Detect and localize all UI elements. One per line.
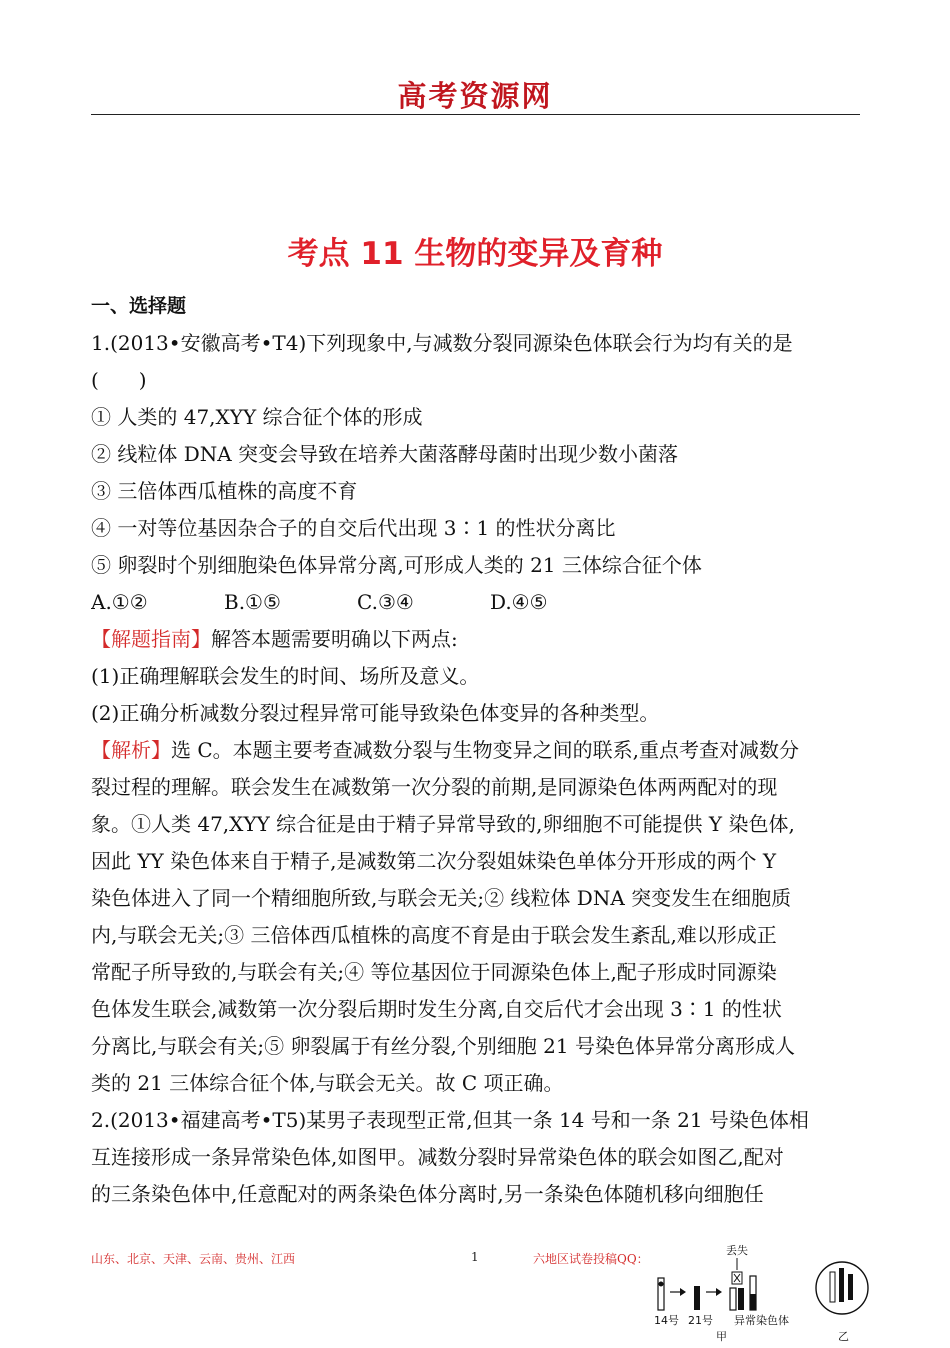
q1-item-5: ⑤ 卵裂时个别细胞染色体异常分离,可形成人类的 21 三体综合征个体 bbox=[91, 553, 702, 577]
q1-guide bbox=[91, 621, 861, 658]
guide-intro: 解答本题需要明确以下两点: bbox=[211, 627, 458, 651]
figure-b-label: 乙 bbox=[838, 1330, 849, 1343]
footer-contact: 六地区试卷投稿QQ： bbox=[533, 1252, 649, 1266]
q1-item-3: ③ 三倍体西瓜植株的高度不育 bbox=[91, 479, 358, 503]
chromosome-21-label: 21号 bbox=[688, 1314, 713, 1327]
q1-options bbox=[91, 584, 861, 621]
header-divider bbox=[91, 114, 860, 115]
analysis-line: 类的 21 三体综合征个体,与联会无关。故 C 项正确。 bbox=[91, 1071, 564, 1095]
q1-option-c: C.③④ bbox=[357, 590, 414, 614]
analysis-line: 染色体进入了同一个精细胞所致,与联会无关;② 线粒体 DNA 突变发生在细胞质 bbox=[91, 886, 792, 910]
page-title: 考点 11 生物的变异及育种 bbox=[287, 236, 663, 272]
chromosome-14-label: 14号 bbox=[654, 1314, 679, 1327]
abnormal-chromosome-label: 异常染色体 bbox=[734, 1314, 789, 1327]
q1-stem-line-2: ( ) bbox=[91, 368, 147, 392]
section-heading: 一、选择题 bbox=[91, 295, 187, 317]
q2-line-1: 2.(2013•福建高考•T5)某男子表现型正常,但其一条 14 号和一条 21 号染色体相 bbox=[91, 1108, 809, 1132]
analysis-line: 分离比,与联会有关;⑤ 卵裂属于有丝分裂,个别细胞 21 号染色体异常分离形成人 bbox=[91, 1034, 795, 1058]
analysis-line: 内,与联会无关;③ 三倍体西瓜植株的高度不育是由于联会发生紊乱,难以形成正 bbox=[91, 923, 777, 947]
page-number: 1 bbox=[471, 1250, 479, 1264]
q1-item-1: ① 人类的 47,XYY 综合征个体的形成 bbox=[91, 405, 423, 429]
footer-regions: 山东、北京、天津、云南、贵州、江西 bbox=[91, 1252, 296, 1266]
q1-item-2: ② 线粒体 DNA 突变会导致在培养大菌落酵母菌时出现少数小菌落 bbox=[91, 442, 679, 466]
document-body bbox=[91, 288, 861, 1213]
q1-analysis bbox=[91, 732, 861, 769]
guide-point-2: (2)正确分析减数分裂过程异常可能导致染色体变异的各种类型。 bbox=[91, 701, 660, 725]
analysis-line: 裂过程的理解。联会发生在减数第一次分裂的前期,是同源染色体两两配对的现 bbox=[91, 775, 778, 799]
analysis-first-line: 选 C。本题主要考查减数分裂与生物变异之间的联系,重点考查对减数分 bbox=[171, 738, 800, 762]
analysis-line: 象。①人类 47,XYY 综合征是由于精子异常导致的,卵细胞不可能提供 Y 染色体, bbox=[91, 812, 795, 836]
q1-stem-line-1: 1.(2013•安徽高考•T4)下列现象中,与减数分裂同源染色体联会行为均有关的是 bbox=[91, 331, 793, 355]
q2-line-3: 的三条染色体中,任意配对的两条染色体分离时,另一条染色体随机移向细胞任 bbox=[91, 1182, 764, 1206]
q1-option-d: D.④⑤ bbox=[490, 590, 548, 614]
guide-tag: 【解题指南】 bbox=[91, 627, 211, 651]
chromosome-figure bbox=[650, 1228, 880, 1344]
analysis-line: 因此 YY 染色体来自于精子,是减数第二次分裂姐妹染色单体分开形成的两个 Y bbox=[91, 849, 777, 873]
q1-option-b: B.①⑤ bbox=[224, 590, 281, 614]
figure-a-label: 甲 bbox=[716, 1330, 727, 1343]
q2-line-2: 互连接形成一条异常染色体,如图甲。减数分裂时异常染色体的联会如图乙,配对 bbox=[91, 1145, 784, 1169]
q1-option-a: A.①② bbox=[91, 590, 148, 614]
lost-label: 丢失 bbox=[726, 1244, 748, 1257]
chromosome-21 bbox=[694, 1286, 700, 1310]
analysis-line: 色体发生联会,减数第一次分裂后期时发生分离,自交后代才会出现 3∶1 的性状 bbox=[91, 997, 782, 1021]
guide-point-1: (1)正确理解联会发生的时间、场所及意义。 bbox=[91, 664, 480, 688]
q1-item-4: ④ 一对等位基因杂合子的自交后代出现 3∶1 的性状分离比 bbox=[91, 516, 616, 540]
analysis-tag: 【解析】 bbox=[91, 738, 171, 762]
header-logo: 高考资源网 bbox=[397, 79, 553, 113]
analysis-line: 常配子所导致的,与联会有关;④ 等位基因位于同源染色体上,配子形成时同源染 bbox=[91, 960, 777, 984]
